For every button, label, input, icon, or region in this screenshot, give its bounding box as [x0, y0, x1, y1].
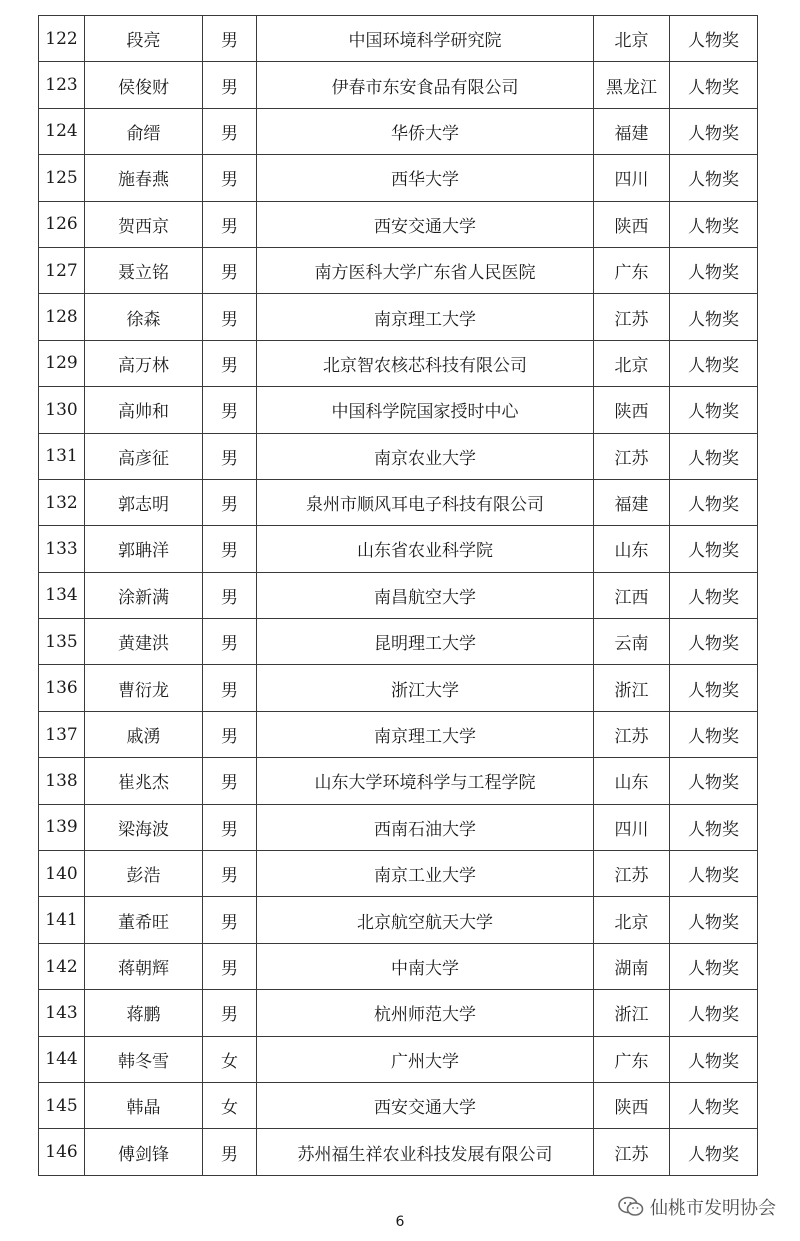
person-name-cell: 高彦征 [85, 433, 203, 479]
gender-cell: 男 [203, 897, 257, 943]
gender-cell: 男 [203, 16, 257, 62]
award-type-cell: 人物奖 [670, 990, 758, 1036]
province-cell: 江苏 [594, 433, 670, 479]
gender-cell: 男 [203, 665, 257, 711]
table-row [39, 201, 758, 247]
organization-cell: 苏州福生祥农业科技发展有限公司 [257, 1129, 594, 1175]
row-number-cell: 129 [39, 340, 85, 386]
organization-cell: 西安交通大学 [257, 201, 594, 247]
province-cell: 陕西 [594, 201, 670, 247]
table-row [39, 1036, 758, 1082]
row-number-cell: 122 [39, 16, 85, 62]
gender-cell: 男 [203, 433, 257, 479]
table-row [39, 665, 758, 711]
award-type-cell: 人物奖 [670, 247, 758, 293]
province-cell: 山东 [594, 758, 670, 804]
organization-cell: 伊春市东安食品有限公司 [257, 62, 594, 108]
organization-cell: 昆明理工大学 [257, 619, 594, 665]
province-cell: 江苏 [594, 851, 670, 897]
province-cell: 湖南 [594, 943, 670, 989]
award-type-cell: 人物奖 [670, 294, 758, 340]
row-number-cell: 141 [39, 897, 85, 943]
award-type-cell: 人物奖 [670, 340, 758, 386]
province-cell: 福建 [594, 479, 670, 525]
row-number-cell: 126 [39, 201, 85, 247]
province-cell: 北京 [594, 897, 670, 943]
award-type-cell: 人物奖 [670, 1036, 758, 1082]
province-cell: 广东 [594, 1036, 670, 1082]
table-row [39, 990, 758, 1036]
table-row [39, 619, 758, 665]
province-cell: 浙江 [594, 665, 670, 711]
award-type-cell: 人物奖 [670, 711, 758, 757]
organization-cell: 中国科学院国家授时中心 [257, 387, 594, 433]
row-number-cell: 146 [39, 1129, 85, 1175]
person-name-cell: 戚湧 [85, 711, 203, 757]
row-number-cell: 131 [39, 433, 85, 479]
province-cell: 福建 [594, 108, 670, 154]
table-row [39, 526, 758, 572]
organization-cell: 华侨大学 [257, 108, 594, 154]
province-cell: 四川 [594, 155, 670, 201]
award-table-body [39, 16, 758, 1176]
person-name-cell: 蒋鹏 [85, 990, 203, 1036]
wechat-icon [618, 1196, 644, 1218]
person-name-cell: 郭志明 [85, 479, 203, 525]
organization-cell: 泉州市顺风耳电子科技有限公司 [257, 479, 594, 525]
table-row [39, 1082, 758, 1128]
person-name-cell: 蒋朝辉 [85, 943, 203, 989]
organization-cell: 南京工业大学 [257, 851, 594, 897]
gender-cell: 女 [203, 1036, 257, 1082]
organization-cell: 南京理工大学 [257, 711, 594, 757]
row-number-cell: 138 [39, 758, 85, 804]
person-name-cell: 韩晶 [85, 1082, 203, 1128]
award-type-cell: 人物奖 [670, 619, 758, 665]
gender-cell: 男 [203, 711, 257, 757]
award-type-cell: 人物奖 [670, 16, 758, 62]
person-name-cell: 涂新满 [85, 572, 203, 618]
gender-cell: 男 [203, 201, 257, 247]
province-cell: 陕西 [594, 1082, 670, 1128]
province-cell: 云南 [594, 619, 670, 665]
table-row [39, 155, 758, 201]
gender-cell: 男 [203, 526, 257, 572]
gender-cell: 男 [203, 851, 257, 897]
gender-cell: 男 [203, 619, 257, 665]
award-type-cell: 人物奖 [670, 155, 758, 201]
award-type-cell: 人物奖 [670, 433, 758, 479]
person-name-cell: 郭聃洋 [85, 526, 203, 572]
person-name-cell: 徐森 [85, 294, 203, 340]
person-name-cell: 董希旺 [85, 897, 203, 943]
row-number-cell: 136 [39, 665, 85, 711]
province-cell: 陕西 [594, 387, 670, 433]
row-number-cell: 144 [39, 1036, 85, 1082]
table-row [39, 340, 758, 386]
organization-cell: 杭州师范大学 [257, 990, 594, 1036]
row-number-cell: 128 [39, 294, 85, 340]
row-number-cell: 127 [39, 247, 85, 293]
province-cell: 江西 [594, 572, 670, 618]
award-type-cell: 人物奖 [670, 758, 758, 804]
table-row [39, 294, 758, 340]
gender-cell: 男 [203, 340, 257, 386]
person-name-cell: 高帅和 [85, 387, 203, 433]
row-number-cell: 137 [39, 711, 85, 757]
organization-cell: 中国环境科学研究院 [257, 16, 594, 62]
province-cell: 北京 [594, 340, 670, 386]
person-name-cell: 施春燕 [85, 155, 203, 201]
gender-cell: 男 [203, 62, 257, 108]
organization-cell: 中南大学 [257, 943, 594, 989]
gender-cell: 男 [203, 247, 257, 293]
organization-cell: 北京智农核芯科技有限公司 [257, 340, 594, 386]
award-type-cell: 人物奖 [670, 387, 758, 433]
table-row [39, 479, 758, 525]
row-number-cell: 130 [39, 387, 85, 433]
award-type-cell: 人物奖 [670, 62, 758, 108]
province-cell: 四川 [594, 804, 670, 850]
gender-cell: 男 [203, 990, 257, 1036]
gender-cell: 男 [203, 155, 257, 201]
person-name-cell: 彭浩 [85, 851, 203, 897]
row-number-cell: 135 [39, 619, 85, 665]
row-number-cell: 132 [39, 479, 85, 525]
organization-cell: 南京农业大学 [257, 433, 594, 479]
person-name-cell: 段亮 [85, 16, 203, 62]
row-number-cell: 123 [39, 62, 85, 108]
award-type-cell: 人物奖 [670, 108, 758, 154]
award-type-cell: 人物奖 [670, 804, 758, 850]
province-cell: 山东 [594, 526, 670, 572]
gender-cell: 男 [203, 758, 257, 804]
row-number-cell: 134 [39, 572, 85, 618]
row-number-cell: 142 [39, 943, 85, 989]
province-cell: 北京 [594, 16, 670, 62]
award-table [38, 15, 758, 1176]
page-number: 6 [395, 1214, 405, 1230]
row-number-cell: 140 [39, 851, 85, 897]
gender-cell: 男 [203, 804, 257, 850]
organization-cell: 南京理工大学 [257, 294, 594, 340]
table-row [39, 62, 758, 108]
table-row [39, 108, 758, 154]
organization-cell: 山东大学环境科学与工程学院 [257, 758, 594, 804]
organization-cell: 西华大学 [257, 155, 594, 201]
person-name-cell: 黄建洪 [85, 619, 203, 665]
table-row [39, 758, 758, 804]
row-number-cell: 124 [39, 108, 85, 154]
organization-cell: 浙江大学 [257, 665, 594, 711]
gender-cell: 男 [203, 108, 257, 154]
table-row [39, 572, 758, 618]
award-type-cell: 人物奖 [670, 479, 758, 525]
award-type-cell: 人物奖 [670, 851, 758, 897]
province-cell: 黑龙江 [594, 62, 670, 108]
organization-cell: 广州大学 [257, 1036, 594, 1082]
organization-cell: 南方医科大学广东省人民医院 [257, 247, 594, 293]
organization-cell: 西安交通大学 [257, 1082, 594, 1128]
award-type-cell: 人物奖 [670, 665, 758, 711]
province-cell: 江苏 [594, 711, 670, 757]
person-name-cell: 傅剑锋 [85, 1129, 203, 1175]
award-type-cell: 人物奖 [670, 1082, 758, 1128]
row-number-cell: 133 [39, 526, 85, 572]
province-cell: 江苏 [594, 1129, 670, 1175]
table-row [39, 16, 758, 62]
person-name-cell: 侯俊财 [85, 62, 203, 108]
gender-cell: 男 [203, 294, 257, 340]
person-name-cell: 高万林 [85, 340, 203, 386]
table-row [39, 804, 758, 850]
province-cell: 广东 [594, 247, 670, 293]
organization-cell: 山东省农业科学院 [257, 526, 594, 572]
gender-cell: 女 [203, 1082, 257, 1128]
gender-cell: 男 [203, 943, 257, 989]
table-row [39, 387, 758, 433]
row-number-cell: 145 [39, 1082, 85, 1128]
award-type-cell: 人物奖 [670, 572, 758, 618]
gender-cell: 男 [203, 479, 257, 525]
table-row [39, 897, 758, 943]
gender-cell: 男 [203, 572, 257, 618]
award-type-cell: 人物奖 [670, 897, 758, 943]
person-name-cell: 韩冬雪 [85, 1036, 203, 1082]
province-cell: 浙江 [594, 990, 670, 1036]
row-number-cell: 143 [39, 990, 85, 1036]
table-row [39, 1129, 758, 1175]
table-row [39, 247, 758, 293]
table-row [39, 851, 758, 897]
gender-cell: 男 [203, 387, 257, 433]
organization-cell: 北京航空航天大学 [257, 897, 594, 943]
table-row [39, 711, 758, 757]
organization-cell: 西南石油大学 [257, 804, 594, 850]
row-number-cell: 139 [39, 804, 85, 850]
table-row [39, 943, 758, 989]
province-cell: 江苏 [594, 294, 670, 340]
gender-cell: 男 [203, 1129, 257, 1175]
award-type-cell: 人物奖 [670, 201, 758, 247]
person-name-cell: 聂立铭 [85, 247, 203, 293]
watermark-text: 仙桃市发明协会 [650, 1198, 776, 1219]
row-number-cell: 125 [39, 155, 85, 201]
person-name-cell: 俞缙 [85, 108, 203, 154]
person-name-cell: 梁海波 [85, 804, 203, 850]
organization-cell: 南昌航空大学 [257, 572, 594, 618]
person-name-cell: 曹衍龙 [85, 665, 203, 711]
person-name-cell: 贺西京 [85, 201, 203, 247]
award-type-cell: 人物奖 [670, 943, 758, 989]
watermark [618, 1194, 776, 1220]
award-type-cell: 人物奖 [670, 1129, 758, 1175]
person-name-cell: 崔兆杰 [85, 758, 203, 804]
award-list-sheet [38, 15, 757, 1176]
award-type-cell: 人物奖 [670, 526, 758, 572]
table-row [39, 433, 758, 479]
